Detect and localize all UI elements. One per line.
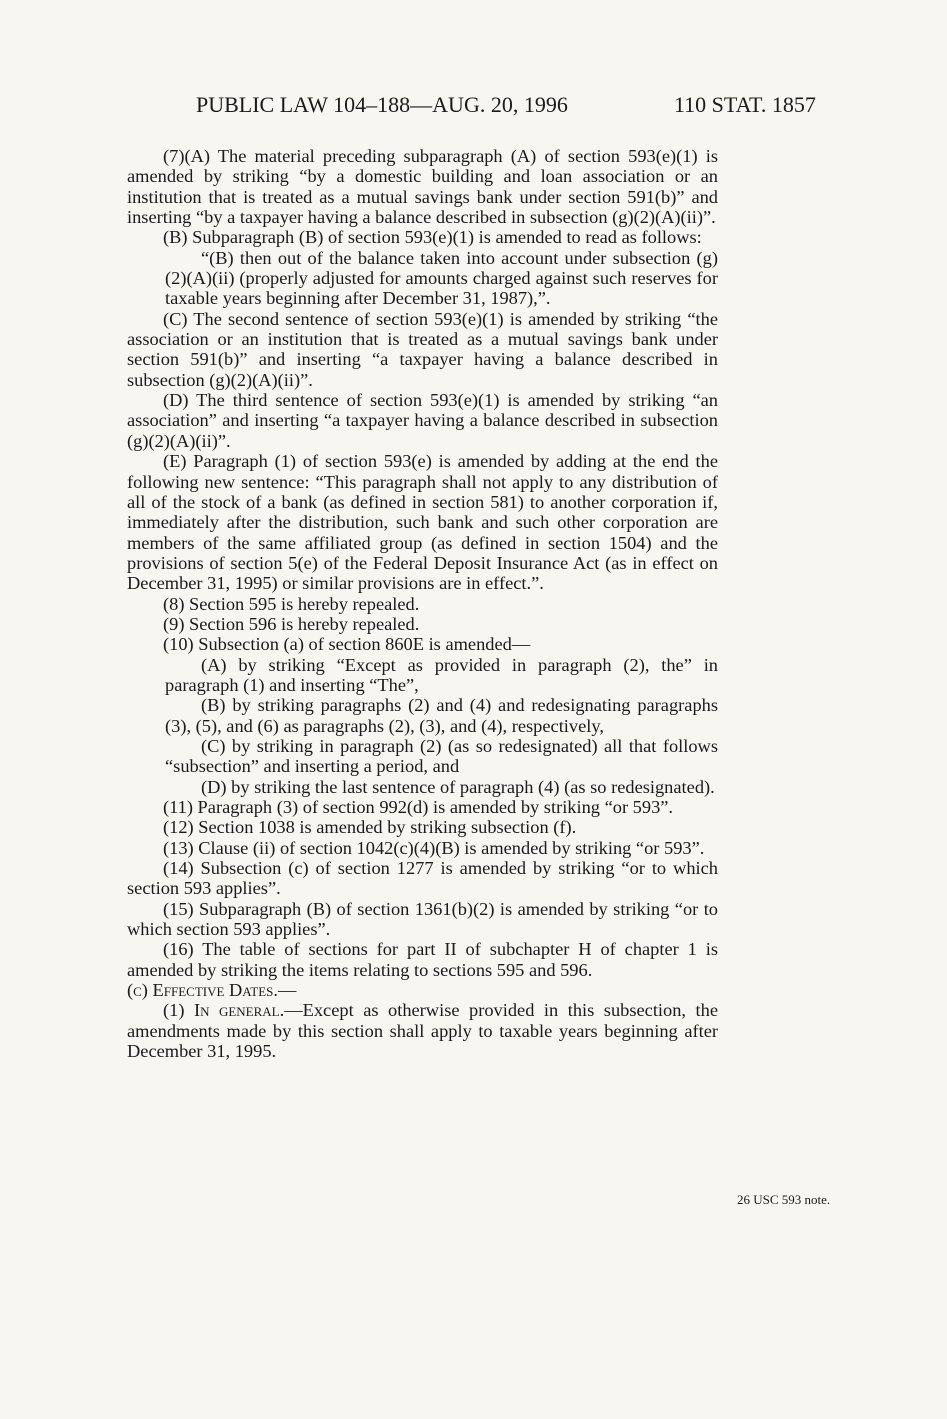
paragraph-15: (15) Subparagraph (B) of section 1361(b)(2) is amended by striking “or to which section 593 applies”. (127, 898, 718, 940)
paragraph-7a: (7)(A) The material preceding subparagraph (A) of section 593(e)(1) is amended by striking “by a domestic building and loan association or an institution that is treated as a mutual savings bank under section 591(b)” and inserting “by a taxpayer having a balance described in subsection (g)(2)(A)(ii)”. (127, 146, 718, 228)
quoted-subparagraph-b: “(B) then out of the balance taken into account under subsection (g)(2)(A)(ii) (properly adjusted for amounts charged against such reserves for taxable years beginning after December 31, 1987),”. (165, 247, 718, 309)
effective-dates-heading (127, 980, 718, 1000)
margin-citation-note: 26 USC 593 note. (737, 1192, 831, 1207)
paragraph-8: (8) Section 595 is hereby repealed. (163, 593, 420, 614)
paragraph-10d: (D) by striking the last sentence of paragraph (4) (as so redesignated). (201, 776, 715, 797)
paragraph-16: (16) The table of sections for part II of subchapter H of chapter 1 is amended by striking the items relating to sections 595 and 596. (127, 939, 718, 980)
paragraph-10a: (A) by striking “Except as provided in paragraph (2), the” in paragraph (1) and inserting “The”, (165, 654, 718, 695)
paragraph-10b: (B) by striking paragraphs (2) and (4) and redesignating paragraphs (3), (5), and (6) as paragraphs (2), (3), and (4), respectively, (165, 695, 718, 736)
paragraph-10: (10) Subsection (a) of section 860E is amended— (163, 634, 531, 655)
effective-dates-label: (c) Effective Dates.— (127, 980, 297, 1001)
paragraph-7b: (B) Subparagraph (B) of section 593(e)(1) is amended to read as follows: (163, 227, 702, 248)
paragraph-11: (11) Paragraph (3) of section 992(d) is amended by striking “or 593”. (163, 797, 674, 817)
paragraph-7e: (E) Paragraph (1) of section 593(e) is amended by adding at the end the following new sentence: “This paragraph shall not apply to any distribution of all of the stock of a bank (as defined in section 581) to another corporation if, immediately after the distribution, such bank and such other corporation are members of the same affiliated group (as defined in section 1504) and the provisions of section 5(e) of the Federal Deposit Insurance Act (as in effect on December 31, 1995) or similar provisions are in effect.”. (127, 451, 718, 594)
statute-page-number: 110 STAT. 1857 (674, 92, 816, 117)
paragraph-7d: (D) The third sentence of section 593(e)(1) is amended by striking “an association” and inserting “a taxpayer having a balance described in subsection (g)(2)(A)(ii)”. (127, 390, 718, 451)
paragraph-13: (13) Clause (ii) of section 1042(c)(4)(B) is amended by striking “or 593”. (163, 837, 705, 858)
paragraph-14: (14) Subsection (c) of section 1277 is amended by striking “or to which section 593 applies”. (127, 858, 718, 899)
paragraph-10c: (C) by striking in paragraph (2) (as so redesignated) all that follows “subsection” and inserting a period, and (165, 735, 718, 777)
paragraph-12: (12) Section 1038 is amended by striking subsection (f). (163, 817, 577, 838)
document-body (127, 146, 718, 1061)
running-title: PUBLIC LAW 104–188—AUG. 20, 1996 (196, 92, 568, 117)
in-general-label: (1) In general. (163, 1000, 285, 1021)
paragraph-c1 (127, 1000, 718, 1061)
paragraph-9: (9) Section 596 is hereby repealed. (163, 613, 420, 634)
in-general-text: —Except as otherwise provided in this subsection, the amendments made by this section shall apply to taxable years beginning after December 31, 1995. (127, 1000, 718, 1062)
page-header (0, 92, 947, 126)
paragraph-7c: (C) The second sentence of section 593(e)(1) is amended by striking “the association or an institution that is treated as a mutual savings bank under section 591(b)” and inserting “a taxpayer having a balance described in subsection (g)(2)(A)(ii)”. (127, 308, 718, 390)
